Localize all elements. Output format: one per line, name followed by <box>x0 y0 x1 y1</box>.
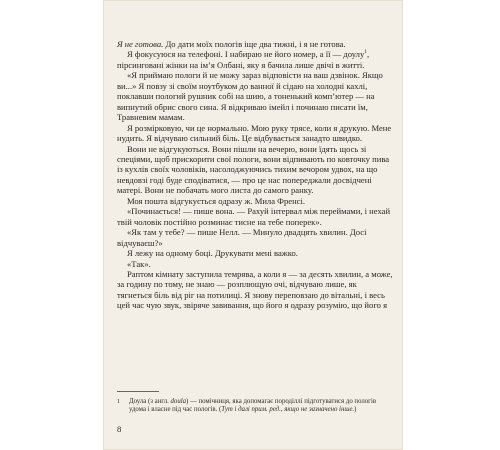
paragraph: Я розмірковую, чи це нормально. Мою руку трясе, коли я друкую. Мене нудить. Я відчуваю сильний біль. Це відбувається занадто швидко. <box>117 122 392 144</box>
paragraph: Я не готова. До дати моїх пологів іще два тижні, і я не готова. <box>117 39 346 49</box>
paragraph: Моя пошта відгукується одразу ж. Мила Френсі. <box>127 195 306 206</box>
paragraph: «Починається! — пише вона. — Рахуй інтервал між переймами, і нехай твій чоловік постійно розминає тисне на тебе поперек». <box>117 206 391 227</box>
footnote-divider <box>117 391 159 392</box>
paragraph: Вони не відгукуються. Вони пішли на вечерю, вони їдять щось зі спеціями, щоб прискорити свої пологи, вони відпивають по ковточку пива із кухлів своїх чоловіків, насолоджуючись тихим вечором удвох, на що невдовзі годі буде сподіватися, — про це нас попереджали досвідчені матері. Вони не побачать мого листа до самого ранку. <box>117 143 390 196</box>
page-number: 8 <box>117 424 122 434</box>
italic-lead: Я не готова. <box>117 39 164 49</box>
footnote <box>117 398 393 414</box>
body-text <box>117 39 393 311</box>
paragraph: Я фокусуюся на телефоні. І набираю не його номер, а її — доулу$^1$, пірсинговані жінки на ім’я Олбані, яку я бачила лише двічі в житті. <box>117 49 370 70</box>
paragraph: Раптом кімнату заступила темрява, а коли я — за десять хвилин, а може, за годину по тому, не знаю — розплющую очі, відчуваю лише, як тягнеться біль від ріг на потилиці. Я знову переповзаю до вітальні, і весь цей час чую звук, звіряче завивання, що його я одразу розумію, що його я <box>117 268 393 311</box>
footnote-text: Доула (з англ. doula) — помічниця, яка допомагає породіллі підготуватися до пологів удома і власне під час пологів. (Тут і далі прим. ред., якщо не зазначено інше.) <box>129 398 377 414</box>
paragraph: «Я приймаю пологи й не можу зараз відповісти на ваш дзвінок. Якщо ви...» Я повзу зі своїм ноутбуком до ванної й сідаю на холодні кахлі, поклавши пологий рушник собі на шию, а тоненький комп’ютер — на випнутий обрис свого сина. Я відкриваю імейл і починаю писати їм, Травневим мамам. <box>117 70 383 123</box>
paragraph: «Так». <box>127 258 151 269</box>
footnote-mark: 1 <box>117 399 120 405</box>
paragraph: «Як там у тебе? — пише Нелл. — Минуло двадцять хвилин. Досі відчуваєш?» <box>117 227 367 248</box>
paragraph: Я лежу на одному боці. Друкувати мені важко. <box>127 248 298 259</box>
footnote-ref: 1 <box>364 49 368 56</box>
